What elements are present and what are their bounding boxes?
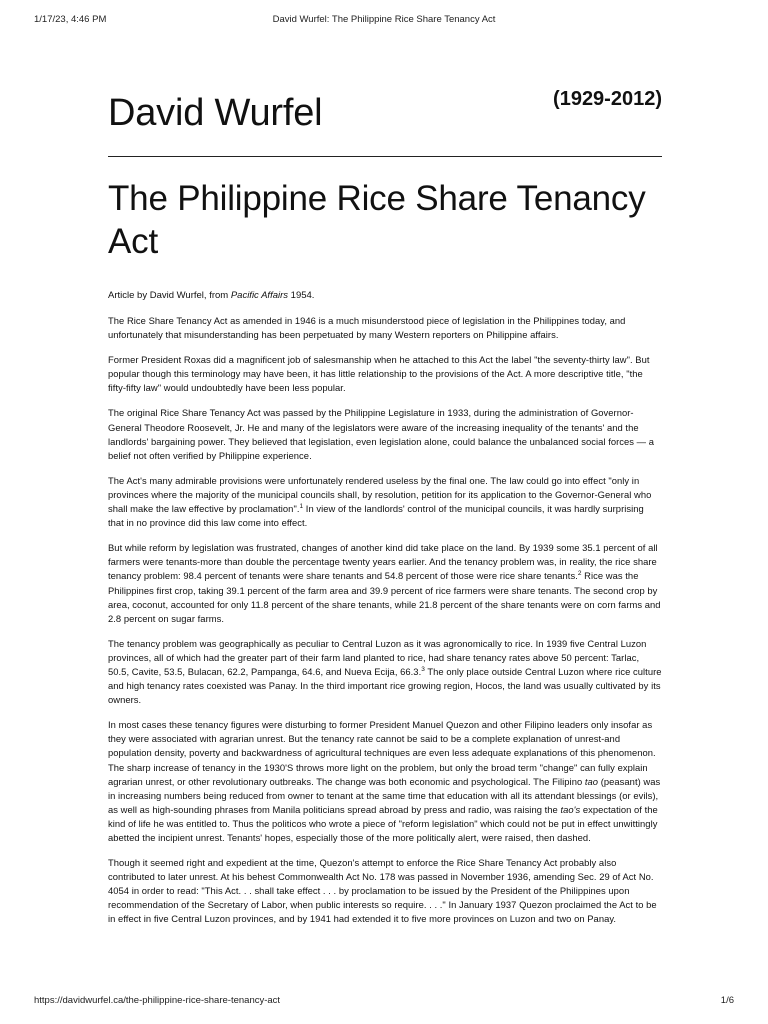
article-title: The Philippine Rice Share Tenancy Act (108, 179, 646, 261)
byline-prefix: Article by David Wurfel, from (108, 290, 231, 301)
print-datetime: 1/17/23, 4:46 PM (34, 14, 107, 25)
paragraph-6-text-b: The only place outside Central Luzon where rice culture and high tenancy rates coexisted was Panay. In the third important rice growing region, Hocos, the land was usually cultivated by its owners. (108, 665, 662, 706)
site-years: (1929-2012) (553, 88, 662, 110)
footnote-ref-2[interactable]: 2 (577, 570, 582, 578)
paragraph-8: Though it seemed right and expedient at the time, Quezon's attempt to enforce the Rice Share Tenancy Act probably also contributed to later unrest. At his behest Commonwealth Act No. 178 was passed in November 1936, amending Sec. 29 of Act No. 4054 in order to read: "This Act. . . shall take effect . . . by proclamation to be issued by the President of the Philippines upon recommendation of the Secretary of Labor, when public interests so require. . . ." In January 1937 Quezon proclaimed the Act to be in effect in five Central Luzon provinces, and by 1941 had extended it to five more provinces on Luzon and two on Panay. (108, 857, 657, 925)
paragraph-7-text-c: expectation of the kind of life he was entitled to. Thus the politicos who wrote a piece of "reform legislation" which could not be put in effect unwittingly abetted the incipient unrest. Tenants' hopes, especially those of the more politically alert, were raised, then dashed. (108, 803, 658, 843)
paragraph-5 (108, 541, 662, 626)
paragraph-4 (108, 474, 662, 530)
paragraph-4-text-a: The Act's many admirable provisions were unfortunately rendered useless by the final one. The law could go into effect "only in provinces where the majority of the municipal councils shall, by resolution, petition for its application to the Governor-General who shall make the law effective by proclamation". (108, 474, 652, 515)
footnote-ref-1[interactable]: 1 (299, 503, 304, 511)
paragraph-2: Former President Roxas did a magnificent job of salesmanship when he attached to this Act the label "the seventy-thirty law". But popular though this terminology may have been, it has little relationship to the provisions of the Act. A more descriptive title, "the fifty-fifty law" would undoubtedly have been less popular. (108, 354, 650, 394)
paragraph-7-text-a: In most cases these tenancy figures were disturbing to former President Manuel Quezon and other Filipino leaders only insofar as they were associated with agrarian unrest. But the tenancy rate cannot be said to be a complete explanation of unrest-and population density, poverty and backwardness of agricultural techniques are even less adequate explanations of this phenomenon. The sharp increase of tenancy in the 1930'S throws more light on the problem, but only the broad term "change" can fully explain agrarian unrest, or other revolutionary outbreaks. The change was both economic and psychological. The Filipino (108, 719, 656, 787)
site-header (108, 86, 662, 157)
article-content (108, 86, 662, 927)
paragraph-6-text-a: The tenancy problem was geographically as peculiar to Central Luzon as it was agronomically to rice. In 1939 five Central Luzon provinces, all of which had the greater part of their farm land planted to rice, had share tenancy rates above 50 percent: Tarlac, 50.5, Cavite, 53.5, Bulacan, 62.2, Pampanga, 64.6, and Nueva Ecija, 66.3. (108, 637, 647, 677)
paragraph-6 (108, 637, 662, 707)
byline (108, 289, 662, 303)
print-url[interactable]: https://davidwurfel.ca/the-philippine-rice-share-tenancy-act (34, 995, 281, 1006)
byline-suffix: 1954. (288, 290, 315, 301)
paragraph-5-text-a: But while reform by legislation was frustrated, changes of another kind did take place on the land. By 1939 some 35.1 percent of all farmers were tenants-more than double the percentage twenty years earlier. And the tenancy problem was, in reality, the rice share tenancy problem: 98.4 percent of tenants were share tenants and 54.8 percent of those were rice share tenants. (108, 542, 658, 582)
byline-source: Pacific Affairs (230, 290, 289, 301)
paragraph-7-italic-taos: tao's (560, 803, 581, 815)
paragraph-4-text-b: In view of the landlords' control of the municipal councils, it was hardly surprising that in no province did this law come into effect. (108, 503, 644, 529)
paragraph-7 (108, 718, 662, 845)
paragraph-7-italic-tao: tao (584, 775, 599, 787)
paragraph-7-text-b: (peasant) was in increasing numbers being reduced from owner to tenant at the same time that education with all its attendant blessings (or evils), as well as high-sounding phrases from Manila politicians spread abroad by press and radio, was raising the (108, 775, 661, 815)
site-name[interactable]: David Wurfel (108, 92, 323, 134)
footnote-ref-3[interactable]: 3 (421, 665, 425, 673)
paragraph-3: The original Rice Share Tenancy Act was passed by the Philippine Legislature in 1933, during the administration of Governor-General Theodore Roosevelt, Jr. He and many of the legislators were aware of the increasing inequality of the tenants' and the landlords' bargaining power. They believed that legislation, even legislation alone, could balance the unbalanced social forces — a belief not often verified by Philippine experience. (108, 407, 655, 461)
print-page-title: David Wurfel: The Philippine Rice Share Tenancy Act (272, 14, 496, 25)
paragraph-5-text-b: Rice was the Philippines first crop, taking 39.1 percent of the farm area and 39.9 percent of rice farmers were share tenants. The second crop by area, coconut, accounted for only 11.8 percent of the share tenants, while 21.8 percent of the share tenants were on corn farms and 2.8 percent on sugar farms. (108, 570, 661, 624)
paragraph-1: The Rice Share Tenancy Act as amended in 1946 is a much misunderstood piece of legislation in the Philippines today, and unfortunately that misunderstanding has been perpetuated by many Western reporters on Philippine affairs. (108, 315, 626, 341)
page-number: 1/6 (720, 995, 734, 1006)
